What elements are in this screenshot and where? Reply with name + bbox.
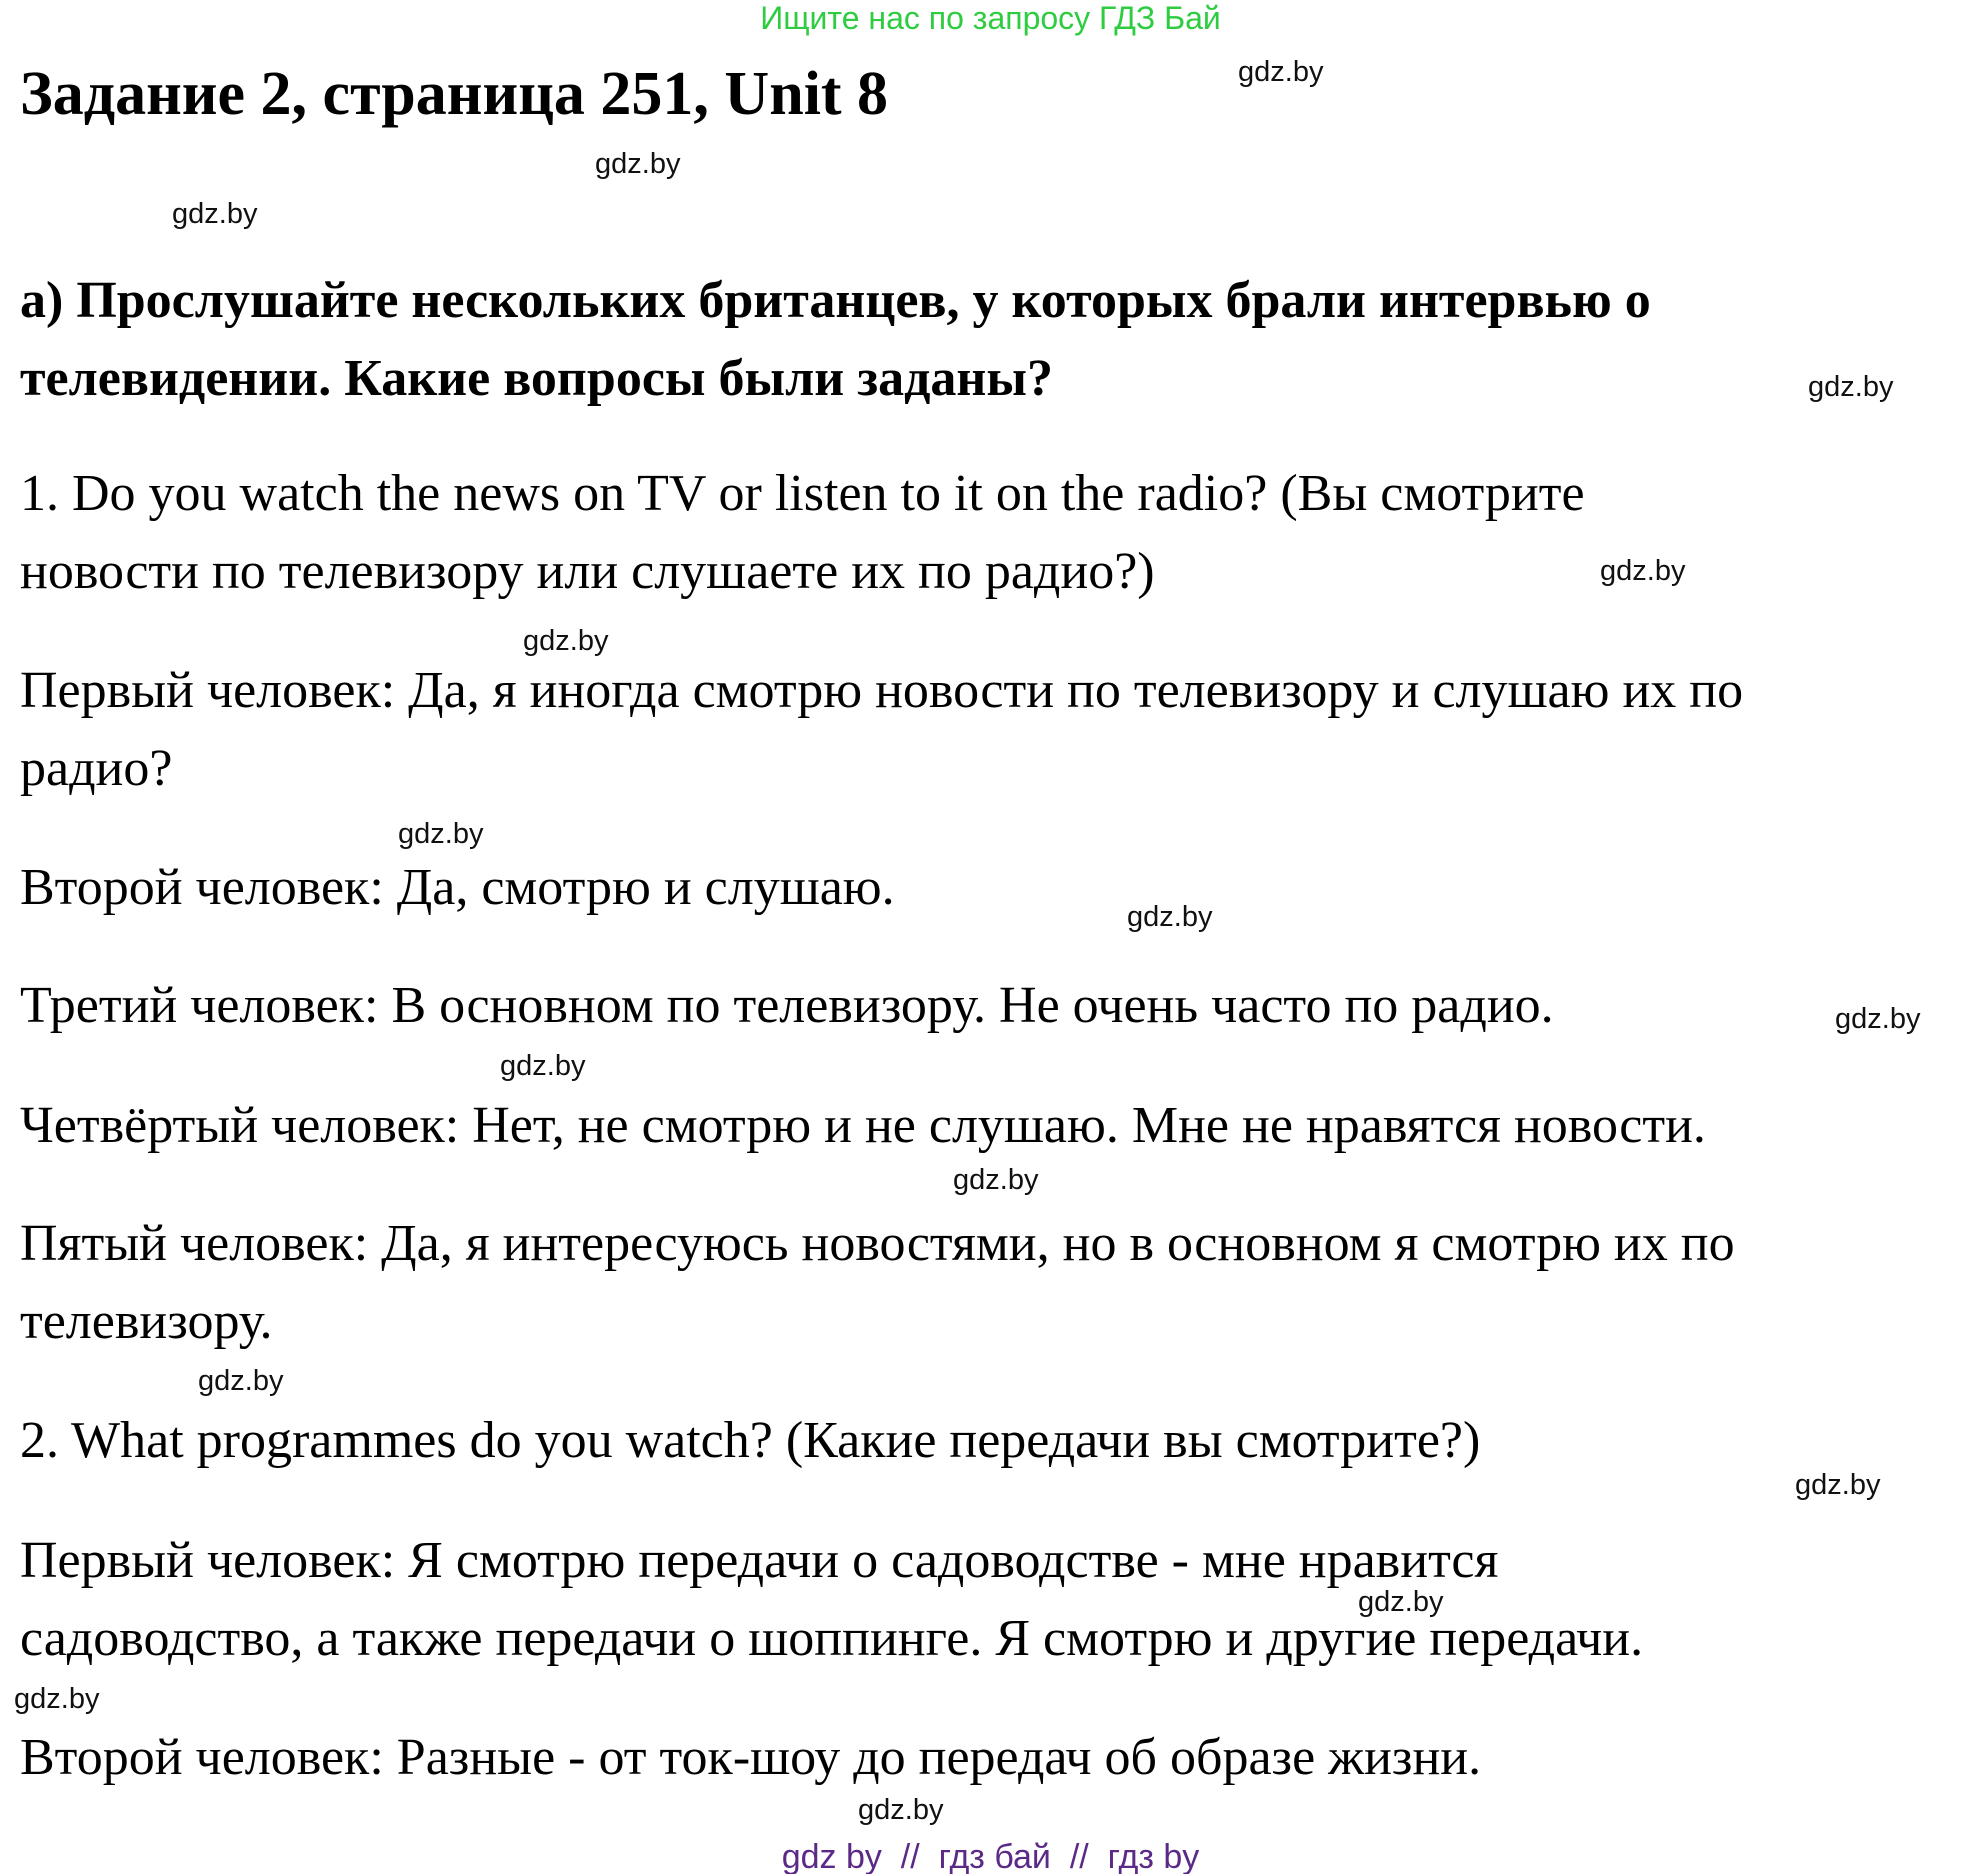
answer-1-5-line-2: телевизору. [20,1293,273,1350]
watermark: gdz.by [1238,56,1324,88]
watermark: gdz.by [1795,1469,1881,1501]
watermark: gdz.by [1808,371,1894,403]
watermark: gdz.by [500,1050,586,1082]
page-title: Задание 2, страница 251, Unit 8 [20,60,889,128]
answer-1-4: Четвёртый человек: Нет, не смотрю и не слушаю. Мне не нравятся новости. [20,1097,1706,1154]
answer-1-5-line-1: Пятый человек: Да, я интересуюсь новостями, но в основном я смотрю их по [20,1215,1735,1272]
search-hint-banner: Ищите нас по запросу ГДЗ Бай [760,0,1221,36]
watermark: gdz.by [595,148,681,180]
question-1-line-2: новости по телевизору или слушаете их по радио?) [20,543,1155,600]
answer-1-3: Третий человек: В основном по телевизору. Не очень часто по радио. [20,977,1554,1034]
watermark: gdz.by [1835,1003,1921,1035]
watermark: gdz.by [172,198,258,230]
answer-1-1-line-2: радио? [20,740,173,797]
answer-1-2: Второй человек: Да, смотрю и слушаю. [20,859,895,916]
watermark: gdz.by [1358,1586,1444,1618]
answer-2-1-line-2: садоводство, а также передачи о шоппинге. Я смотрю и другие передачи. [20,1610,1644,1667]
watermark: gdz.by [398,818,484,850]
watermark: gdz.by [858,1794,944,1826]
answer-2-2: Второй человек: Разные - от ток-шоу до передач об образе жизни. [20,1729,1482,1786]
answer-2-1-line-1: Первый человек: Я смотрю передачи о садоводстве - мне нравится [20,1532,1499,1589]
question-1-line-1: 1. Do you watch the news on TV or listen to it on the radio? (Вы смотрите [20,465,1585,522]
watermark: gdz.by [523,625,609,657]
task-heading: а) Прослушайте нескольких британцев, у которых брали интервью о телевидении. Какие вопросы были заданы? [20,272,1651,407]
footer-site-links: gdz by // гдз бай // гдз by [781,1838,1200,1874]
answer-1-1-line-1: Первый человек: Да, я иногда смотрю новости по телевизору и слушаю их по [20,662,1744,719]
watermark: gdz.by [1127,901,1213,933]
watermark: gdz.by [198,1365,284,1397]
watermark: gdz.by [1600,555,1686,587]
watermark: gdz.by [14,1683,100,1715]
question-2: 2. What programmes do you watch? (Какие передачи вы смотрите?) [20,1412,1481,1469]
watermark: gdz.by [953,1164,1039,1196]
